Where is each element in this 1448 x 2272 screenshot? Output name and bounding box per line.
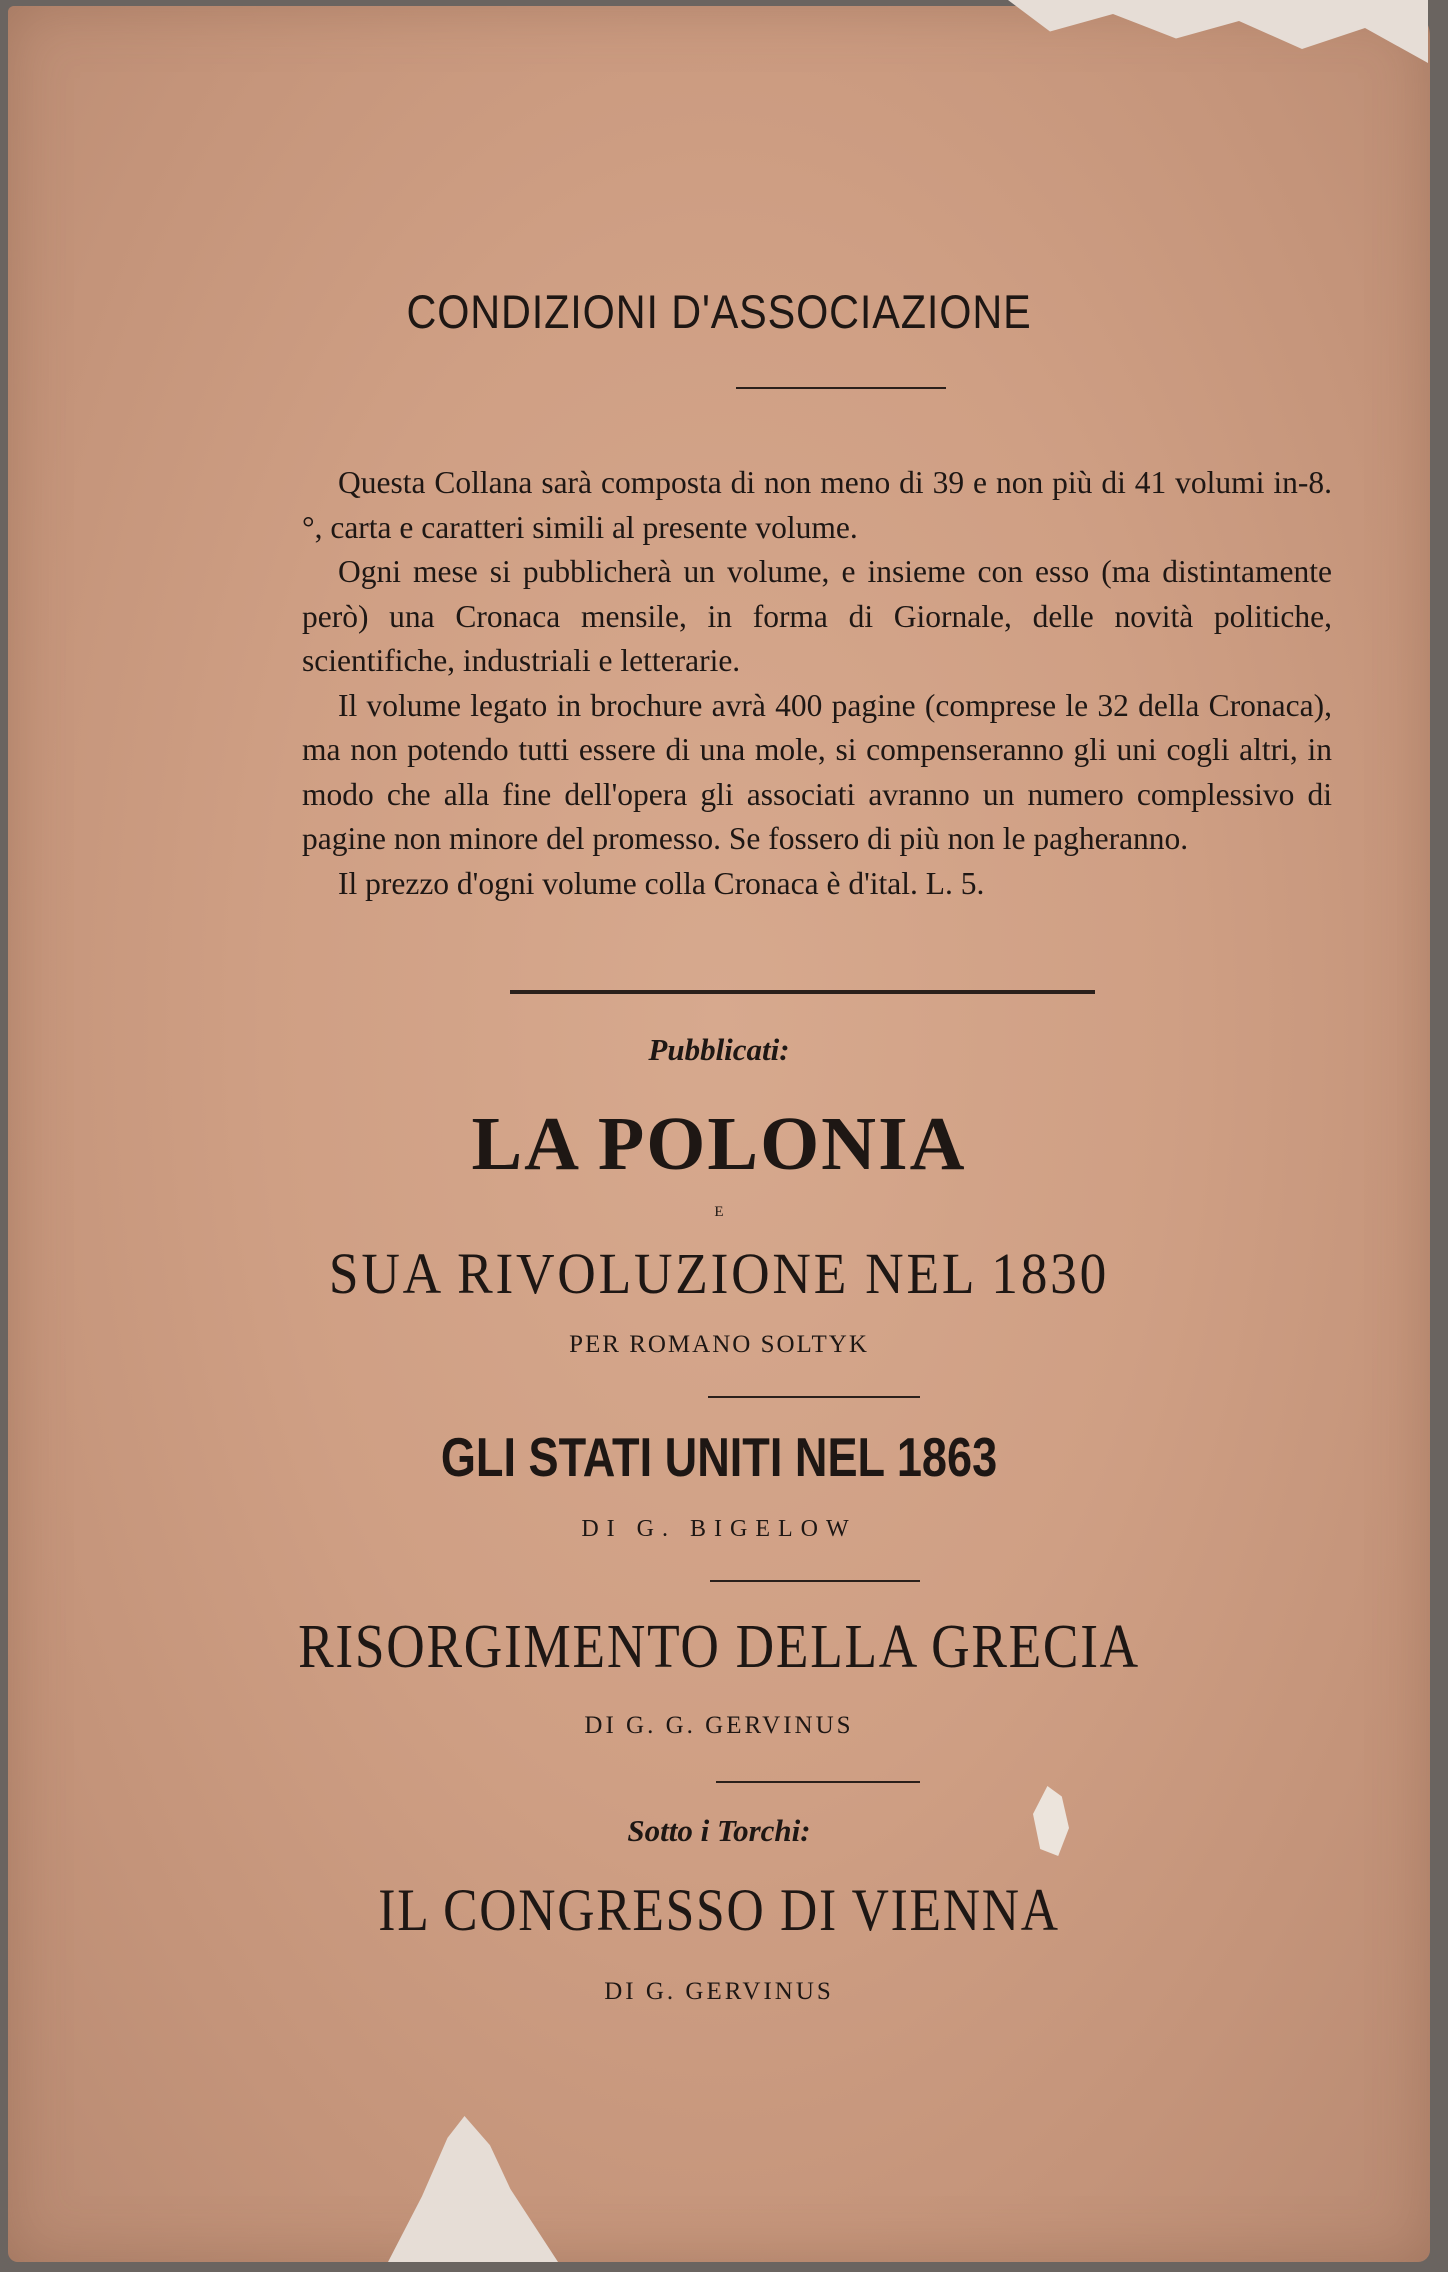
conditions-paragraph: Il prezzo d'ogni volume colla Cronaca è d'ital. L. 5. — [338, 865, 985, 901]
conditions-paragraph: Questa Collana sarà composta di non meno di 39 e non più di 41 volumi in-8.°, carta e caratteri simili al presente volume. — [302, 465, 1332, 545]
divider — [510, 990, 1095, 994]
conditions-paragraph: Ogni mese si pubblicherà un volume, e insieme con esso (ma distintamente però) una Cronaca mensile, in forma di Giornale, delle novità politiche, scientifiche, industriali e letterarie. — [302, 554, 1332, 678]
conditions-heading: CONDIZIONI D'ASSOCIAZIONE — [406, 285, 1032, 338]
book-title: IL CONGRESSO DI VIENNA — [378, 1877, 1060, 1943]
conditions-paragraph: Il volume legato in brochure avrà 400 pagine (comprese le 32 della Cronaca), ma non potendo tutti essere di una mole, si compenseranno gli uni cogli altri, in modo che alla fine dell'opera gli associati avranno un numero complessivo di pagine non minore del promesso. Se fossero di più non le pagheranno. — [302, 687, 1332, 856]
book-title: GLI STATI UNITI NEL 1863 — [440, 1426, 998, 1488]
in-press-label: Sotto i Torchi: — [627, 1813, 811, 1848]
book-conjunction: E — [714, 1204, 724, 1220]
book-subtitle: SUA RIVOLUZIONE NEL 1830 — [328, 1241, 1110, 1306]
book-author: DI G. BIGELOW — [581, 1516, 857, 1542]
book-author: DI G. GERVINUS — [604, 1978, 834, 2005]
published-label: Pubblicati: — [648, 1032, 790, 1067]
book-title: RISORGIMENTO DELLA GRECIA — [298, 1613, 1140, 1681]
divider — [716, 1781, 920, 1783]
divider — [708, 1396, 920, 1398]
divider — [710, 1580, 920, 1582]
book-title: LA POLONIA — [471, 1102, 967, 1186]
conditions-text — [302, 461, 1332, 906]
torn-corner — [1008, 0, 1428, 70]
book-author: PER ROMANO SOLTYK — [569, 1331, 869, 1358]
divider — [736, 387, 946, 389]
back-cover-page — [8, 6, 1430, 2262]
book-author: DI G. G. GERVINUS — [584, 1712, 854, 1739]
torn-edge — [388, 2116, 558, 2262]
